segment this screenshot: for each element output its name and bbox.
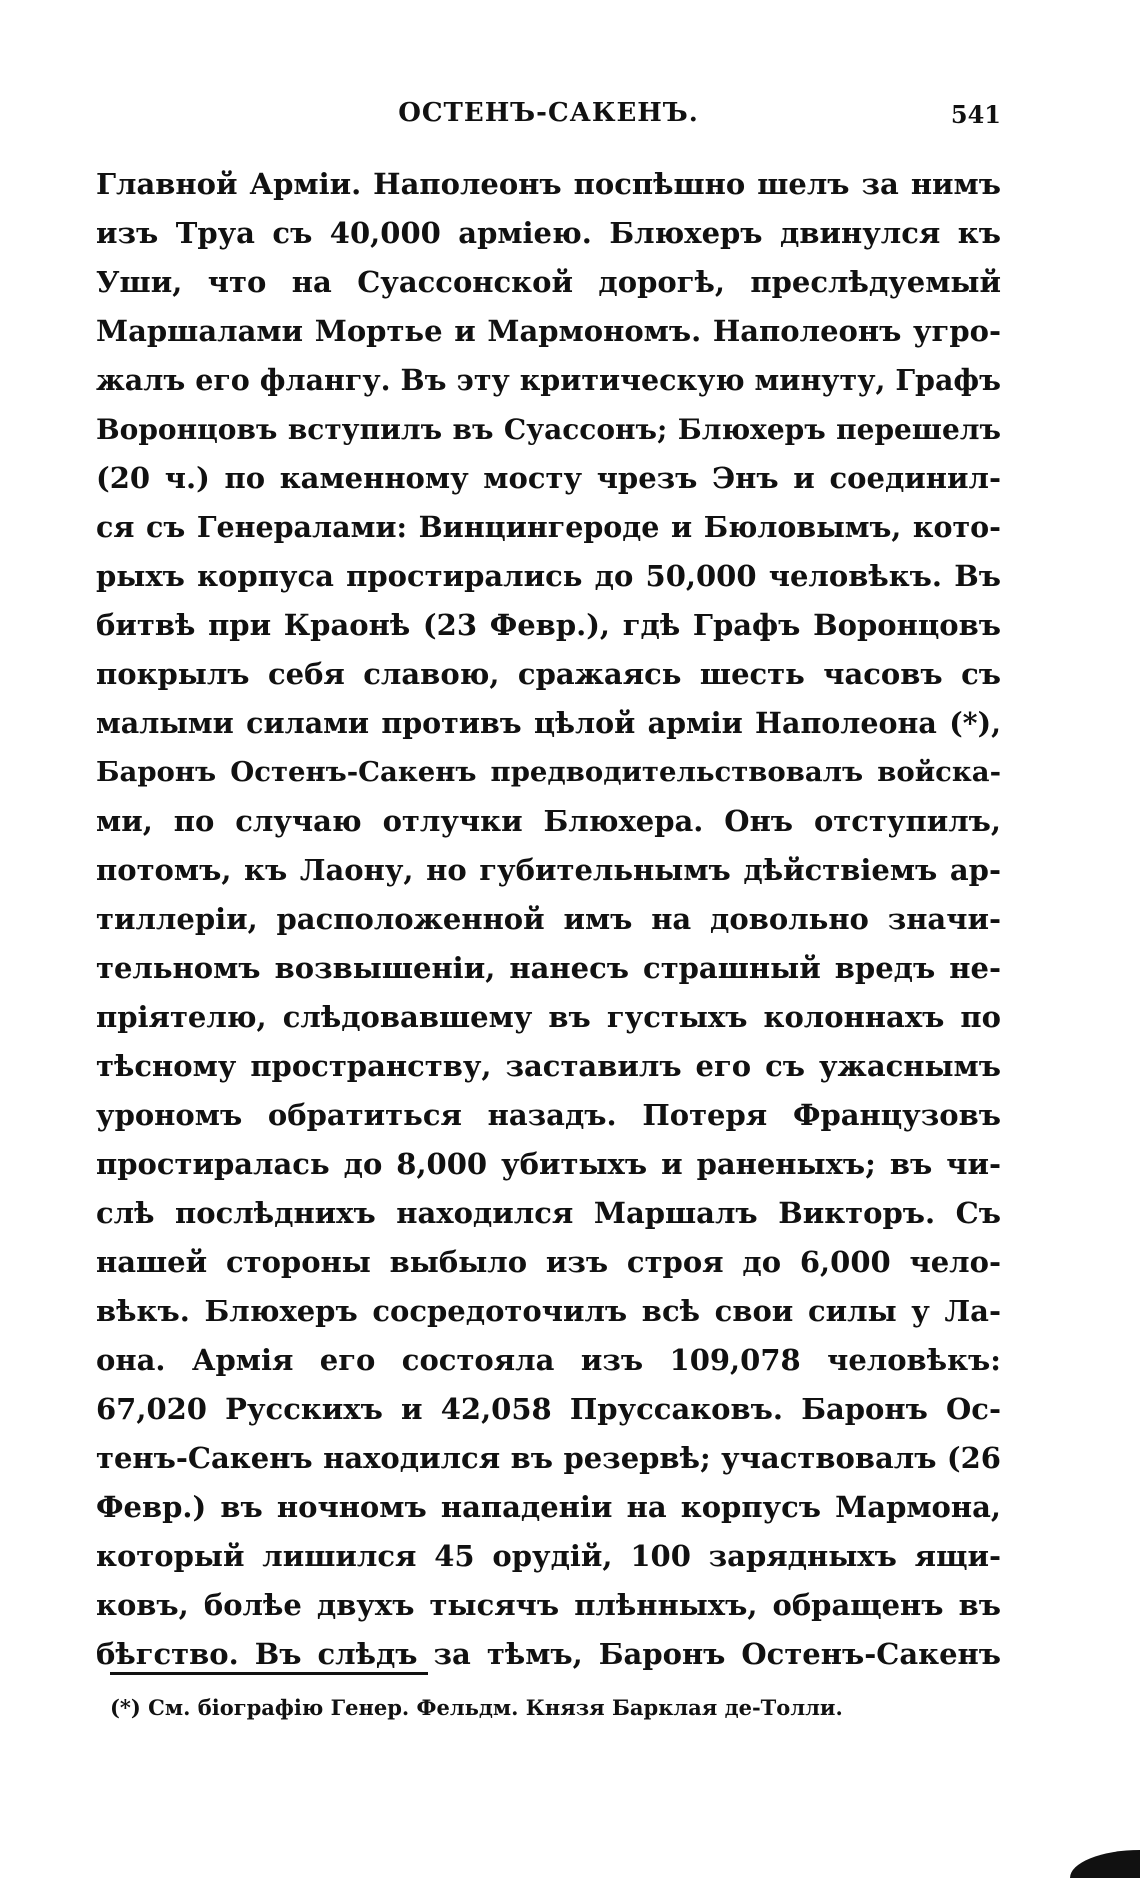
- text-line: тенъ-Сакенъ находился въ резервѣ; участвовалъ (26: [96, 1441, 1001, 1475]
- text-line: ми, по случаю отлучки Блюхера. Онъ отступилъ,: [96, 804, 1001, 838]
- text-line: Воронцовъ вступилъ въ Суассонъ; Блюхеръ перешелъ: [96, 413, 1001, 446]
- text-line: изъ Труа съ 40,000 арміею. Блюхеръ двинулся къ: [96, 216, 1001, 250]
- text-line: рыхъ корпуса простирались до 50,000 человѣкъ. Въ: [96, 559, 1001, 593]
- text-line: покрылъ себя славою, сражаясь шесть часовъ съ: [96, 657, 1001, 691]
- text-line: пріятелю, слѣдовавшему въ густыхъ колоннахъ по: [96, 1000, 1001, 1034]
- text-line: битвѣ при Краонѣ (23 Февр.), гдѣ Графъ Воронцовъ: [96, 608, 1001, 642]
- text-line: жалъ его флангу. Въ эту критическую минуту, Графъ: [96, 363, 1001, 397]
- text-line: Уши, что на Суассонской дорогѣ, преслѣдуемый: [96, 265, 1001, 299]
- text-line: Главной Арміи. Наполеонъ поспѣшно шелъ за нимъ: [96, 167, 1001, 201]
- page-edge-shadow: [1070, 1850, 1140, 1878]
- text-line: она. Армія его состояла изъ 109,078 человѣкъ:: [96, 1343, 1001, 1377]
- text-line: Февр.) въ ночномъ нападеніи на корпусъ Мармона,: [96, 1490, 1001, 1524]
- text-line: потомъ, къ Лаону, но губительнымъ дѣйствіемъ ар-: [96, 853, 1001, 887]
- footnote: (*) См. біографію Генер. Фельдм. Князя Барклая де-Толли.: [110, 1695, 843, 1720]
- page-number: 541: [950, 100, 1001, 129]
- text-line: малыми силами противъ цѣлой арміи Наполеона (*),: [96, 706, 1001, 740]
- text-line: ковъ, болѣе двухъ тысячъ плѣнныхъ, обращенъ въ: [96, 1588, 1001, 1622]
- text-line: тельномъ возвышеніи, нанесъ страшный вредъ не-: [96, 951, 1001, 985]
- text-line: вѣкъ. Блюхеръ сосредоточилъ всѣ свои силы у Ла-: [96, 1294, 1001, 1328]
- text-line: который лишился 45 орудій, 100 зарядныхъ ящи-: [96, 1539, 1001, 1573]
- running-title: ОСТЕНЪ-САКЕНЪ.: [398, 98, 699, 128]
- text-line: слѣ послѣднихъ находился Маршалъ Викторъ. Съ: [96, 1196, 1001, 1230]
- text-line: 67,020 Русскихъ и 42,058 Пруссаковъ. Баронъ Ос-: [96, 1392, 1001, 1426]
- text-line: Баронъ Остенъ-Сакенъ предводительствовалъ войска-: [96, 756, 1001, 788]
- text-line: тѣсному пространству, заставилъ его съ ужаснымъ: [96, 1049, 1001, 1083]
- text-line: нашей стороны выбыло изъ строя до 6,000 чело-: [96, 1245, 1001, 1279]
- text-line: (20 ч.) по каменному мосту чрезъ Энъ и соединил-: [96, 461, 1001, 495]
- text-line: урономъ обратиться назадъ. Потеря Французовъ: [96, 1098, 1001, 1132]
- text-line: ся съ Генералами: Винцингероде и Бюловымъ, кото-: [96, 510, 1001, 544]
- text-line: простиралась до 8,000 убитыхъ и раненыхъ; въ чи-: [96, 1147, 1001, 1181]
- running-head: [96, 98, 1001, 138]
- text-line: Маршалами Мортье и Мармономъ. Наполеонъ угро-: [96, 314, 1001, 348]
- text-line: бѣгство. Въ слѣдъ за тѣмъ, Баронъ Остенъ-Сакенъ: [96, 1637, 1001, 1671]
- text-line: тиллеріи, расположенной имъ на довольно значи-: [96, 902, 1001, 936]
- footnote-divider: [110, 1672, 428, 1675]
- body-text: [96, 160, 1001, 1679]
